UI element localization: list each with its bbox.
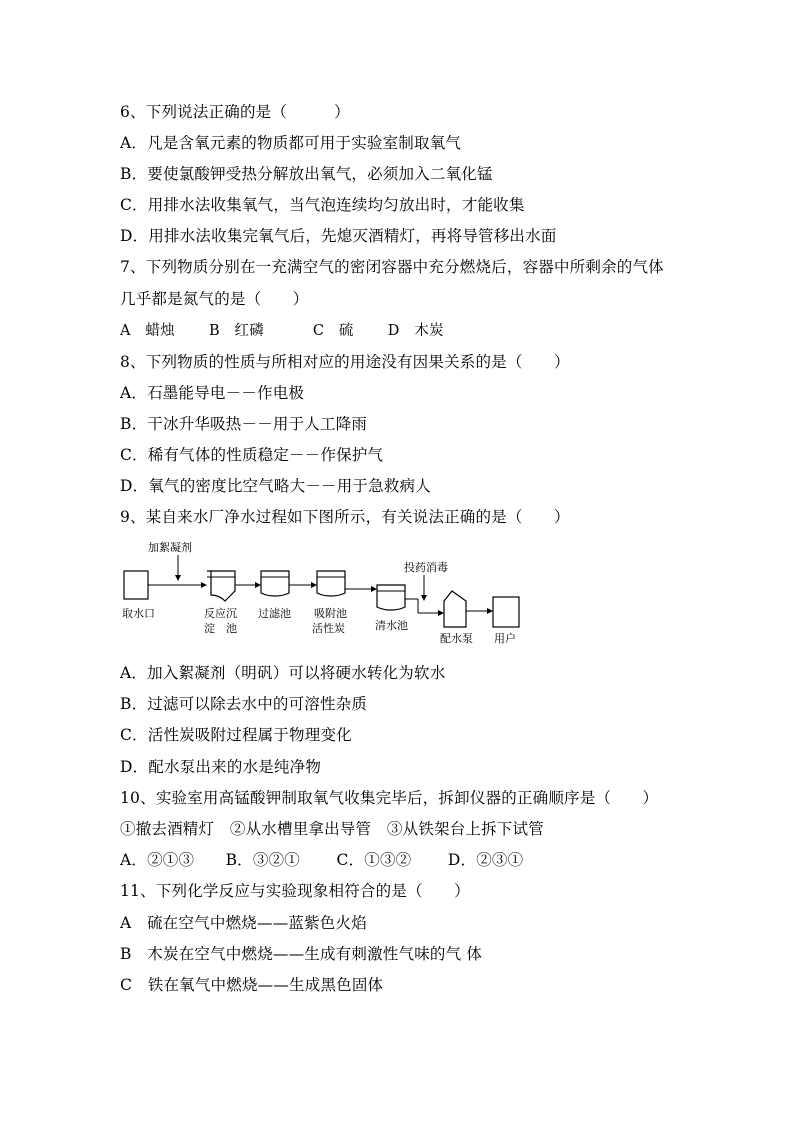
q11-stem: 11、下列化学反应与实验现象相符合的是（ ） xyxy=(120,882,470,900)
q6-option-d: D．用排水法收集完氧气后，先熄灭酒精灯，再将导管移出水面 xyxy=(120,227,557,245)
arrowhead-flocculant xyxy=(175,575,181,581)
q7-options: A 蜡烛 B 红磷 C 硫 D 木炭 xyxy=(120,323,444,339)
q10-stem: 10、实验室用高锰酸钾制取氧气收集完毕后，拆卸仪器的正确顺序是（ ） xyxy=(120,789,659,807)
q8-option-a: A．石墨能导电－－作电极 xyxy=(120,384,305,402)
arrowhead-4 xyxy=(371,586,377,592)
label-clear: 清水池 xyxy=(375,619,408,632)
q11-option-a: A 硫在空气中燃烧——蓝紫色火焰 xyxy=(120,914,367,932)
q6-option-b: B．要使氯酸钾受热分解放出氧气，必须加入二氧化锰 xyxy=(120,165,493,183)
q9-option-b: B．过滤可以除去水中的可溶性杂质 xyxy=(120,695,368,713)
arrowhead-3 xyxy=(311,582,317,588)
q9-option-d: D．配水泵出来的水是纯净物 xyxy=(120,758,322,776)
intake-box xyxy=(124,571,148,599)
q9-option-a: A．加入絮凝剂（明矾）可以将硬水转化为软水 xyxy=(120,664,446,682)
q6-option-c: C．用排水法收集氧气，当气泡连续均匀放出时，才能收集 xyxy=(120,196,525,214)
clear-water-tank xyxy=(377,585,405,610)
label-filter: 过滤池 xyxy=(258,607,291,620)
arrowhead-2 xyxy=(255,582,261,588)
filter-tank xyxy=(261,571,289,596)
q11-option-b: B 木炭在空气中燃烧——生成有刺激性气味的气 体 xyxy=(120,945,483,963)
q6-option-a: A．凡是含氧元素的物质都可用于实验室制取氧气 xyxy=(120,134,462,152)
settling-tank xyxy=(207,571,235,601)
arrowhead-5 xyxy=(438,610,444,616)
arrowhead-1 xyxy=(201,582,207,588)
label-user: 用户 xyxy=(494,632,516,645)
label-disinfect: 投药消毒 xyxy=(404,561,448,574)
q9-option-c: C．活性炭吸附过程属于物理变化 xyxy=(120,726,352,744)
water-treatment-diagram xyxy=(118,537,538,647)
q8-option-d: D．氧气的密度比空气略大－－用于急救病人 xyxy=(120,477,431,495)
q8-option-c: C．稀有气体的性质稳定－－作保护气 xyxy=(120,446,384,464)
label-intake: 取水口 xyxy=(122,607,155,620)
q8-option-b: B．干冰升华吸热－－用于人工降雨 xyxy=(120,415,368,433)
user-box xyxy=(493,597,519,627)
q10-options: A．②①③ B．③②① C．①③② D．②③① xyxy=(120,851,524,869)
label-adsorb-1: 吸附池 xyxy=(314,607,347,620)
q11-option-c: C 铁在氧气中燃烧——生成黑色固体 xyxy=(120,976,384,994)
arrowhead-6 xyxy=(487,608,493,614)
q7-stem-line2: 几乎都是氮气的是（ ） xyxy=(120,290,309,308)
label-flocculant: 加絮凝剂 xyxy=(148,541,192,554)
q6-stem: 6、下列说法正确的是（ ） xyxy=(120,103,350,121)
pump-shape xyxy=(444,591,466,627)
label-adsorb-2: 活性炭 xyxy=(312,622,345,635)
label-settling-1: 反应沉 xyxy=(204,607,237,620)
adsorb-tank xyxy=(317,571,345,596)
q8-stem: 8、下列物质的性质与所相对应的用途没有因果关系的是（ ） xyxy=(120,353,570,371)
q10-steps: ①撤去酒精灯 ②从水槽里拿出导管 ③从铁架台上拆下试管 xyxy=(120,820,544,838)
label-settling-2: 淀 池 xyxy=(204,622,237,635)
q7-stem-line1: 7、下列物质分别在一充满空气的密闭容器中充分燃烧后，容器中所剩余的气体 xyxy=(120,258,664,276)
label-pump: 配水泵 xyxy=(440,632,473,645)
arrowhead-disinfect xyxy=(421,595,427,601)
q9-stem: 9、某自来水厂净水过程如下图所示，有关说法正确的是（ ） xyxy=(120,508,570,526)
